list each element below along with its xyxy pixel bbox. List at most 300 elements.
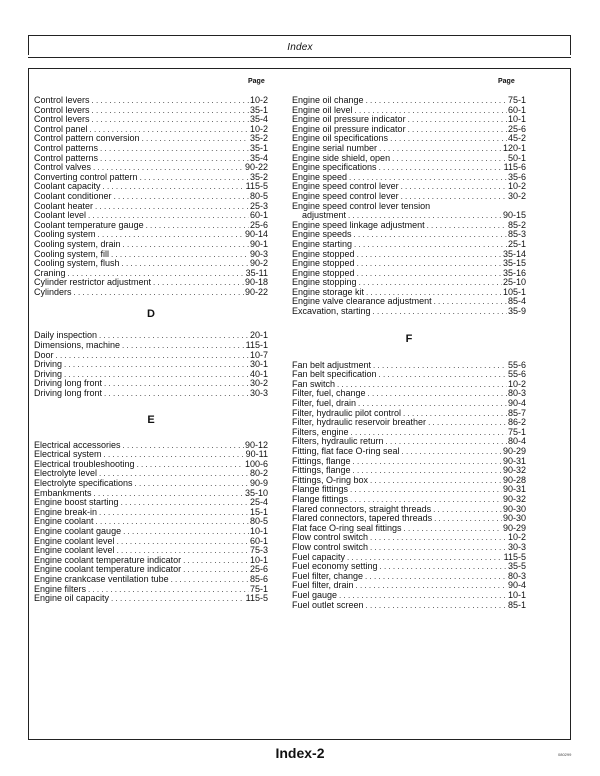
index-entry-term: Control valves — [34, 163, 92, 173]
index-entry — [292, 115, 526, 125]
index-entry-page: 55-6 — [507, 370, 526, 380]
dot-leader — [74, 288, 244, 298]
index-entry-term: Embankments — [34, 488, 92, 498]
index-entry — [34, 115, 268, 125]
index-entry-page: 90-22 — [244, 287, 268, 297]
dot-leader — [348, 211, 502, 221]
index-entry-page: 10-1 — [507, 115, 526, 125]
frame-top-border — [28, 35, 571, 36]
index-entry — [34, 163, 268, 173]
index-entry-term: Engine coolant temperature indicator — [34, 555, 182, 565]
index-entry-term: Engine coolant temperature indicator — [34, 565, 182, 575]
index-entry-term: Fan belt adjustment — [292, 360, 372, 370]
index-entry-term: Engine speed control lever — [292, 191, 399, 201]
dot-leader — [392, 154, 507, 164]
index-entry-term: Engine stopped — [292, 249, 355, 259]
dot-leader — [403, 409, 507, 419]
index-entry — [34, 556, 268, 566]
index-entry-page: 90-4 — [507, 399, 526, 409]
dot-leader — [140, 173, 249, 183]
index-entry — [292, 288, 526, 298]
index-entry-term: Flow control switch — [292, 542, 369, 552]
dot-leader — [99, 508, 249, 518]
index-entry-page: 80-3 — [507, 571, 526, 581]
index-entry — [34, 389, 268, 399]
index-entry-page: 50-1 — [507, 153, 526, 163]
dot-leader — [88, 585, 249, 595]
dot-leader — [350, 495, 502, 505]
dot-leader — [359, 278, 502, 288]
index-entry-term: Engine coolant gauge — [34, 526, 122, 536]
group-c — [34, 96, 268, 297]
index-entry — [292, 591, 526, 601]
index-entry-page: 115-1 — [245, 341, 268, 351]
index-entry — [292, 240, 526, 250]
document-code: 080299 — [558, 752, 572, 757]
index-entry — [34, 106, 268, 116]
index-entry-term: Control levers — [34, 96, 90, 105]
index-entry-term: Engine stopped — [292, 268, 355, 278]
index-entry — [292, 307, 526, 317]
dot-leader — [121, 498, 249, 508]
index-entry — [292, 230, 526, 240]
index-entry — [292, 533, 526, 543]
index-entry-page: 10-2 — [249, 124, 268, 134]
index-entry — [34, 498, 268, 508]
index-entry — [34, 192, 268, 202]
index-entry — [292, 601, 526, 611]
index-entry-page: 80-3 — [507, 389, 526, 399]
index-entry — [34, 259, 268, 269]
index-entry-page: 85-1 — [507, 600, 526, 610]
dot-leader — [98, 230, 244, 240]
index-entry-page: 90-12 — [244, 440, 268, 450]
index-entry-term: Fuel economy setting — [292, 562, 378, 572]
index-entry-page: 90-28 — [502, 475, 526, 485]
index-entry-page: 90-9 — [249, 479, 268, 488]
index-entry-term: Engine oil capacity — [34, 594, 110, 604]
index-entry — [34, 288, 268, 298]
index-entry — [34, 134, 268, 144]
index-entry-term: Fittings, flange — [292, 466, 351, 476]
index-entry-term: Driving — [34, 360, 63, 370]
index-entry — [292, 572, 526, 582]
index-entry-term: Flared connectors, straight threads — [292, 504, 432, 514]
index-entry — [292, 182, 526, 192]
index-entry-page: 10-2 — [507, 379, 526, 389]
index-entry-page: 90-29 — [502, 447, 526, 456]
index-entry — [34, 517, 268, 527]
index-entry-page: 80-2 — [249, 469, 268, 479]
index-entry — [292, 409, 526, 419]
index-entry-page: 105-1 — [502, 287, 526, 297]
index-entry-term: Engine speed linkage adjustment — [292, 220, 425, 230]
index-entry-page: 90-22 — [244, 163, 268, 173]
dot-leader — [183, 556, 249, 566]
dot-leader — [370, 543, 507, 553]
index-entry-page: 60-1 — [249, 211, 268, 221]
index-entry-term: Engine coolant level — [34, 536, 115, 546]
index-entry — [292, 192, 526, 202]
dot-leader — [64, 370, 249, 380]
index-entry-term: Cooling system, fill — [34, 249, 110, 259]
dot-leader — [100, 144, 249, 154]
content-bottom-rule — [28, 739, 571, 740]
index-entry — [292, 144, 526, 154]
index-entry-term: Coolant capacity — [34, 182, 101, 192]
index-entry-term: Engine speeds — [292, 230, 352, 240]
index-entry-term: Engine speed — [292, 172, 348, 182]
index-entry — [292, 221, 526, 231]
dot-leader — [358, 399, 507, 409]
dot-leader — [408, 115, 507, 125]
index-entry — [292, 457, 526, 467]
index-entry-term: Filter, fuel, change — [292, 389, 366, 399]
index-entry-term: Engine oil specifications — [292, 134, 389, 144]
dot-leader — [104, 379, 249, 389]
index-entry — [292, 553, 526, 563]
index-entry-page: 85-2 — [507, 220, 526, 230]
index-entry-term: Engine oil change — [292, 96, 364, 105]
index-entry-page: 60-1 — [507, 105, 526, 115]
index-entry-page: 10-1 — [249, 526, 268, 536]
dot-leader — [93, 163, 244, 173]
index-entry-term: Control panel — [34, 124, 88, 134]
index-entry — [34, 575, 268, 585]
index-entry-term: Coolant heater — [34, 201, 94, 211]
index-entry — [292, 154, 526, 164]
index-entry-page: 115-5 — [245, 182, 268, 192]
index-entry — [34, 585, 268, 595]
index-entry-page: 90-1 — [249, 239, 268, 249]
index-entry-page: 86-2 — [507, 418, 526, 428]
dot-leader — [64, 360, 249, 370]
index-entry-term: Flat face O-ring seal fittings — [292, 523, 402, 533]
index-entry-page: 90-30 — [502, 504, 526, 514]
index-entry-page: 85-6 — [249, 574, 268, 584]
dot-leader — [137, 460, 244, 470]
dot-leader — [373, 361, 507, 371]
dot-leader — [349, 173, 507, 183]
index-entry — [34, 479, 268, 489]
index-entry-page: 35-4 — [249, 115, 268, 125]
dot-leader — [402, 447, 502, 457]
index-entry-term: Filter, hydraulic pilot control — [292, 408, 402, 418]
index-entry-term: Daily inspection — [34, 331, 98, 341]
dot-leader — [370, 476, 502, 486]
index-entry — [34, 565, 268, 575]
index-entry-page: 35-1 — [249, 143, 268, 153]
index-entry-page: 35-1 — [249, 105, 268, 115]
index-entry — [292, 389, 526, 399]
index-entry-term: Fan belt specification — [292, 370, 377, 380]
index-entry-page: 35-11 — [245, 268, 268, 278]
dot-leader — [354, 230, 507, 240]
letter-heading-e: E — [147, 413, 155, 426]
dot-leader — [401, 192, 507, 202]
dot-leader — [365, 572, 507, 582]
index-entry-page: 35-5 — [507, 562, 526, 572]
dot-leader — [111, 594, 245, 604]
index-entry — [34, 370, 268, 380]
index-entry-term: adjustment — [302, 211, 347, 221]
index-entry-term: Fuel outlet screen — [292, 600, 364, 610]
dot-leader — [427, 221, 507, 231]
index-entry-page: 75-1 — [507, 96, 526, 105]
content-top-rule — [28, 68, 571, 69]
index-entry-page: 35-6 — [507, 172, 526, 182]
dot-leader — [434, 297, 507, 307]
index-entry-page: 30-2 — [249, 379, 268, 389]
index-entry — [34, 360, 268, 370]
index-entry — [292, 106, 526, 116]
index-entry-term: Engine crankcase ventilation tube — [34, 574, 169, 584]
dot-leader — [99, 331, 249, 341]
index-entry-page: 25-4 — [249, 498, 268, 508]
index-entry — [292, 96, 526, 106]
dot-leader — [353, 466, 502, 476]
index-entry-page: 90-3 — [249, 249, 268, 259]
index-entry-term: Filters, hydraulic return — [292, 437, 384, 447]
index-entry-term: Flange fittings — [292, 485, 349, 495]
index-right-column — [292, 96, 526, 610]
index-entry-term: Cooling system — [34, 230, 96, 240]
index-entry-term: Cylinder restrictor adjustment — [34, 278, 152, 288]
index-entry — [34, 182, 268, 192]
dot-leader — [103, 182, 245, 192]
dot-leader — [337, 380, 507, 390]
dot-leader — [92, 96, 249, 106]
index-entry — [292, 297, 526, 307]
index-entry-page: 25-6 — [507, 124, 526, 134]
dot-leader — [104, 450, 245, 460]
dot-leader — [370, 533, 507, 543]
dot-leader — [386, 437, 507, 447]
dot-leader — [135, 479, 249, 489]
dot-leader — [368, 389, 507, 399]
index-entry-page: 10-2 — [507, 533, 526, 543]
index-entry-page: 90-11 — [245, 450, 268, 460]
index-entry-term: Filter, hydraulic reservoir breather — [292, 418, 427, 428]
index-entry-term: Flange fittings — [292, 494, 349, 504]
index-entry — [292, 269, 526, 279]
group-f — [292, 361, 526, 610]
index-entry-term: Engine oil pressure indicator — [292, 115, 406, 125]
dot-leader — [95, 202, 249, 212]
index-entry-page: 10-2 — [507, 182, 526, 192]
index-entry-term: Converting control pattern — [34, 172, 138, 182]
dot-leader — [94, 489, 244, 499]
index-entry — [34, 450, 268, 460]
index-entry — [292, 125, 526, 135]
index-entry-page: 85-3 — [507, 230, 526, 240]
index-entry — [292, 505, 526, 515]
index-entry-page: 100-6 — [244, 459, 268, 469]
dot-leader — [123, 240, 249, 250]
index-entry — [292, 562, 526, 572]
dot-leader — [428, 418, 507, 428]
index-entry-term: Engine speed control lever tension — [292, 201, 431, 211]
index-entry-page: 20-1 — [249, 331, 268, 341]
dot-leader — [354, 240, 507, 250]
index-entry-term: Flared connectors, tapered threads — [292, 514, 433, 524]
index-entry-page: 80-5 — [249, 517, 268, 527]
index-entry-page: 35-2 — [249, 134, 268, 144]
index-entry — [34, 351, 268, 361]
index-entry — [34, 250, 268, 260]
index-entry-page: 120-1 — [502, 143, 526, 153]
dot-leader — [366, 96, 507, 106]
index-entry — [292, 437, 526, 447]
index-entry-page: 30-1 — [249, 360, 268, 370]
index-entry-page: 90-31 — [502, 456, 526, 466]
dot-leader — [142, 134, 249, 144]
index-entry — [292, 581, 526, 591]
dot-leader — [123, 527, 249, 537]
index-entry-term: Engine starting — [292, 239, 353, 249]
dot-leader — [68, 269, 245, 279]
index-entry — [34, 331, 268, 341]
index-entry-page: 30-3 — [249, 389, 268, 399]
index-entry-page: 90-31 — [502, 485, 526, 495]
index-entry — [34, 125, 268, 135]
index-entry — [34, 202, 268, 212]
right-page-column-header: Page — [498, 78, 515, 85]
letter-heading-f: F — [405, 332, 413, 345]
index-entry-term: Fittings, O-ring box — [292, 475, 369, 485]
dot-leader — [100, 154, 249, 164]
index-entry — [292, 163, 526, 173]
index-entry-page: 35-10 — [244, 488, 268, 498]
index-entry-term: Engine oil level — [292, 105, 353, 115]
index-entry-page: 90-18 — [244, 278, 268, 288]
index-entry-page: 115-6 — [503, 163, 526, 173]
dot-leader — [433, 505, 502, 515]
index-entry-term: Fuel filter, drain — [292, 581, 354, 591]
index-entry-page: 35-14 — [502, 249, 526, 259]
index-entry-term: Coolant level — [34, 211, 87, 221]
index-entry-term: Electrical system — [34, 450, 102, 460]
dot-leader — [104, 389, 249, 399]
index-entry-page: 90-29 — [502, 523, 526, 533]
index-entry-page: 30-2 — [507, 191, 526, 201]
group-engine — [292, 96, 526, 317]
index-entry-term: Fitting, flat face O-ring seal — [292, 447, 400, 456]
index-entry — [34, 269, 268, 279]
index-entry — [292, 485, 526, 495]
header-rule — [28, 57, 571, 58]
index-entry — [34, 379, 268, 389]
index-entry-page: 30-3 — [507, 542, 526, 552]
index-entry — [34, 527, 268, 537]
index-entry-page: 85-7 — [507, 408, 526, 418]
dot-leader — [357, 259, 502, 269]
index-entry-term: Control levers — [34, 115, 90, 125]
dot-leader — [92, 106, 249, 116]
dot-leader — [111, 250, 249, 260]
dot-leader — [401, 182, 507, 192]
index-entry-page: 85-4 — [507, 297, 526, 307]
index-entry-term: Control pattern conversion — [34, 134, 140, 144]
index-entry — [292, 370, 526, 380]
index-entry-page: 25-10 — [502, 278, 526, 288]
index-entry-term: Cooling system, flush — [34, 259, 120, 269]
index-entry-term: Engine break-in — [34, 507, 98, 517]
index-entry-term: Engine serial number — [292, 143, 378, 153]
group-d — [34, 331, 268, 398]
letter-heading-d: D — [147, 308, 155, 321]
index-entry-page: 90-2 — [249, 259, 268, 269]
index-entry — [292, 447, 526, 457]
index-entry-page: 80-5 — [249, 191, 268, 201]
index-entry-page: 35-4 — [249, 153, 268, 163]
index-entry-page: 25-6 — [249, 220, 268, 230]
index-entry-term: Electrical troubleshooting — [34, 459, 135, 469]
index-entry-term: Engine coolant — [34, 517, 94, 527]
dot-leader — [408, 125, 507, 135]
index-entry — [34, 469, 268, 479]
index-entry-page: 40-1 — [249, 369, 268, 379]
dot-leader — [390, 134, 507, 144]
index-entry-term: Filters, engine — [292, 427, 349, 437]
index-entry-page: 35-15 — [502, 259, 526, 269]
dot-leader — [153, 278, 244, 288]
dot-leader — [114, 192, 249, 202]
group-e — [34, 441, 268, 604]
index-entry — [34, 230, 268, 240]
page-number: Index-2 — [275, 745, 325, 761]
dot-leader — [350, 485, 502, 495]
index-entry-term: Dimensions, machine — [34, 341, 121, 351]
index-entry — [34, 144, 268, 154]
index-entry-page: 90-15 — [502, 211, 526, 221]
index-entry-term: Door — [34, 350, 54, 360]
dot-leader — [379, 144, 502, 154]
index-entry-term: Flow control switch — [292, 533, 369, 543]
dot-leader — [183, 565, 249, 575]
index-entry-page: 55-6 — [507, 360, 526, 370]
dot-leader — [404, 524, 502, 534]
index-entry — [34, 489, 268, 499]
index-entry-page: 10-2 — [249, 96, 268, 105]
index-entry — [292, 476, 526, 486]
index-entry-term: Control patterns — [34, 153, 99, 163]
dot-leader — [379, 370, 507, 380]
index-entry-term: Coolant conditioner — [34, 191, 112, 201]
index-entry-term: Engine valve clearance adjustment — [292, 297, 432, 307]
index-entry-term: Engine boost starting — [34, 498, 119, 508]
index-entry — [34, 96, 268, 106]
dot-leader — [356, 581, 507, 591]
dot-leader — [122, 341, 245, 351]
dot-leader — [146, 221, 249, 231]
index-entry-page: 90-32 — [502, 466, 526, 476]
index-entry-term: Fuel capacity — [292, 552, 346, 562]
dot-leader — [373, 307, 507, 317]
index-entry-page: 25-3 — [249, 201, 268, 211]
dot-leader — [117, 537, 249, 547]
dot-leader — [366, 288, 502, 298]
index-entry-term: Driving — [34, 369, 63, 379]
index-entry-page: 60-1 — [249, 536, 268, 546]
index-entry-page: 10-7 — [249, 350, 268, 360]
index-entry — [292, 495, 526, 505]
index-entry-term: Engine side shield, open — [292, 153, 391, 163]
dot-leader — [96, 517, 249, 527]
index-entry-term: Engine speed control lever — [292, 182, 399, 192]
index-entry — [34, 594, 268, 604]
index-entry — [34, 341, 268, 351]
